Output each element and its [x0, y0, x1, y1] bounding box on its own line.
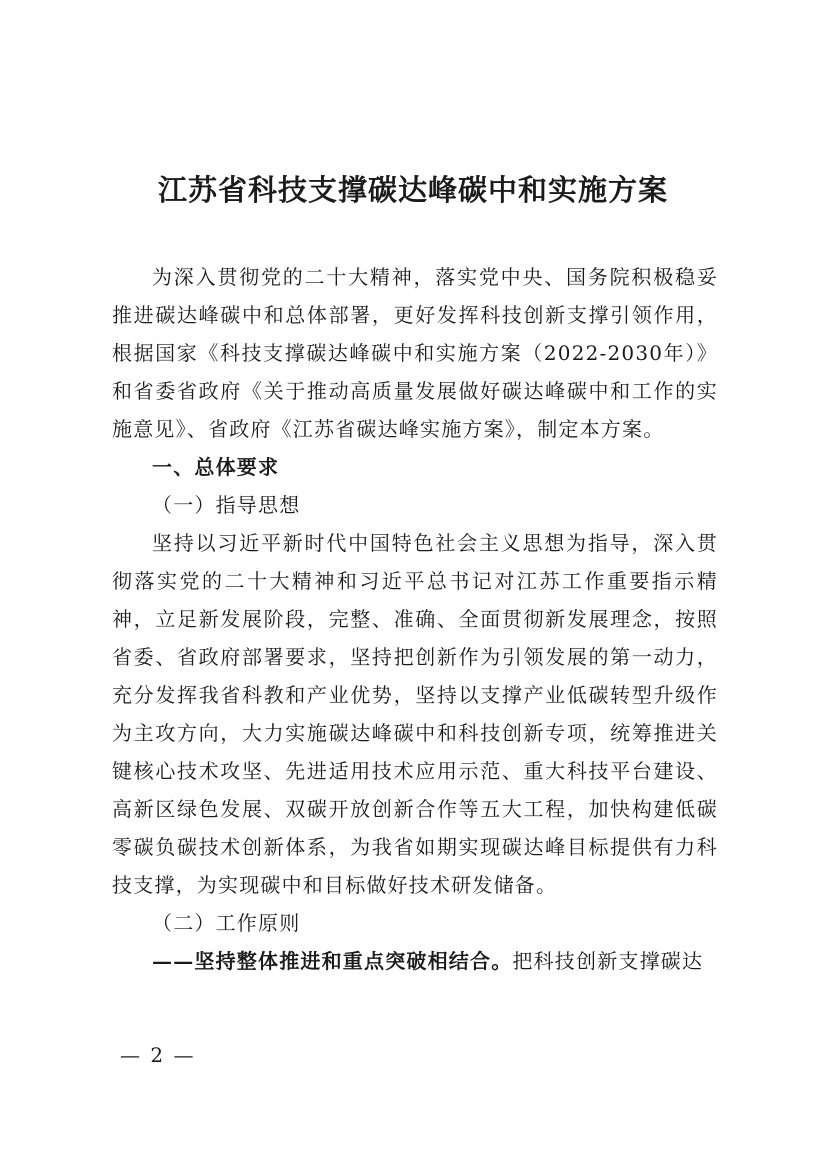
document-body	[112, 258, 718, 980]
subsection-heading-work-principles: （二）工作原则	[152, 911, 301, 935]
subsection-heading-guiding-ideology: （一）指导思想	[152, 493, 301, 517]
guiding-ideology-paragraph: 坚持以习近平新时代中国特色社会主义思想为指导，深入贯彻落实党的二十大精神和习近平总书记对江苏工作重要指示精神，立足新发展阶段，完整、准确、全面贯彻新发展理念，按照省委、省政府部署要求，坚持把创新作为引领发展的第一动力，充分发挥我省科教和产业优势，坚持以支撑产业低碳转型升级作为主攻方向，大力实施碳达峰碳中和科技创新专项，统筹推进关键核心技术攻坚、先进适用技术应用示范、重大科技平台建设、高新区绿色发展、双碳开放创新合作等五大工程，加快构建低碳零碳负碳技术创新体系，为我省如期实现碳达峰目标提供有力科技支撑，为实现碳中和目标做好技术研发储备。	[112, 531, 718, 897]
principle-lead-text: ——坚持整体推进和重点突破相结合。	[152, 949, 513, 973]
page-number: — 2 —	[120, 1043, 196, 1067]
intro-paragraph: 为深入贯彻党的二十大精神，落实党中央、国务院积极稳妥推进碳达峰碳中和总体部署，更好发挥科技创新支撑引领作用，根据国家《科技支撑碳达峰碳中和实施方案（2022-2030年）》和省委省政府《关于推动高质量发展做好碳达峰碳中和工作的实施意见》、省政府《江苏省碳达峰实施方案》，制定本方案。	[112, 265, 718, 441]
principle-paragraph	[112, 942, 718, 980]
principle-rest-text: 把科技创新支撑碳达	[512, 949, 704, 973]
section-heading-overall-requirements: 一、总体要求	[152, 455, 280, 479]
document-title: 江苏省科技支撑碳达峰碳中和实施方案	[157, 173, 668, 207]
